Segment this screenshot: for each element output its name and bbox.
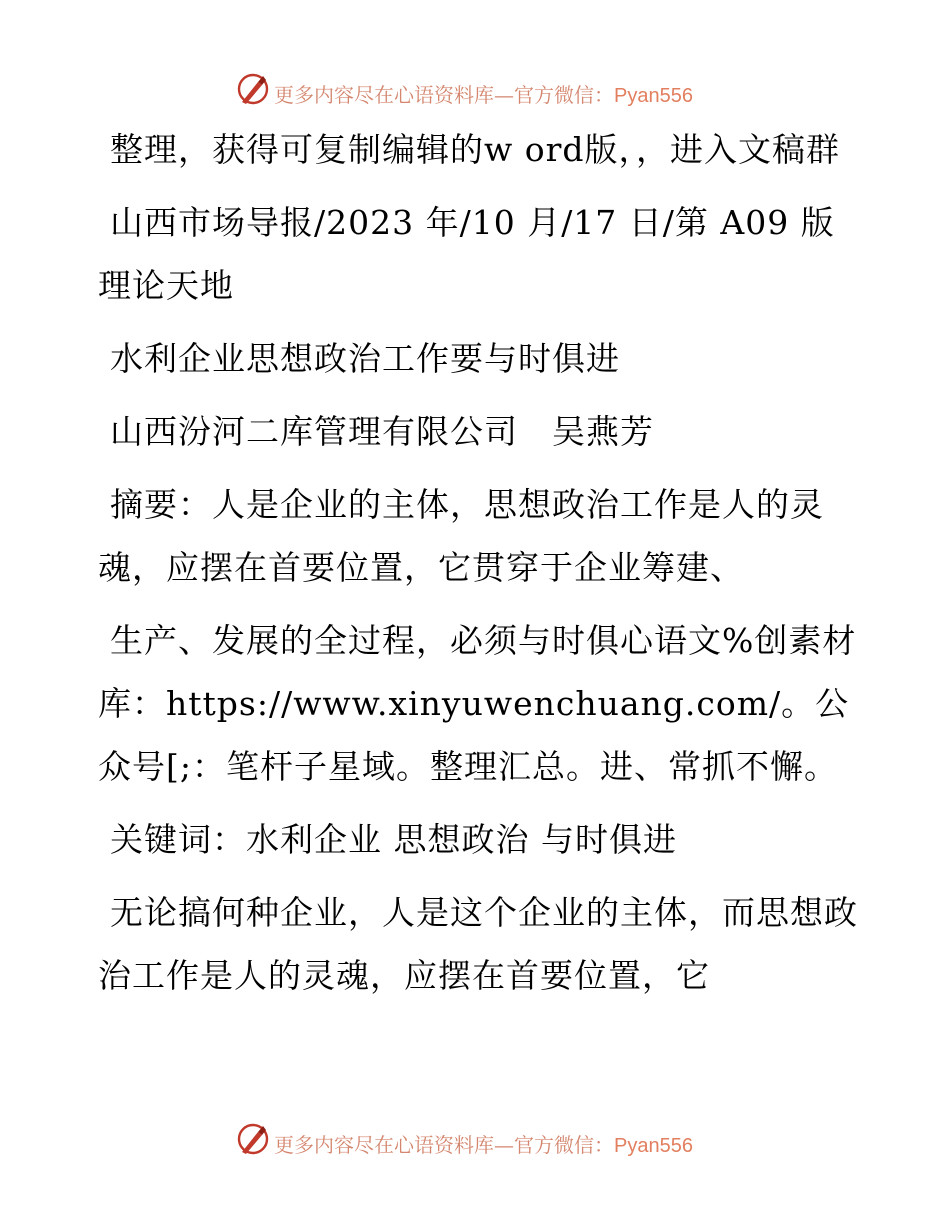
paragraph-body: 无论搞何种企业，人是这个企业的主体，而思想政治工作是人的灵魂，应摆在首要位置，它 (98, 893, 858, 995)
watermark-text: 更多内容尽在心语资料库—官方微信： (274, 83, 614, 107)
pen-logo-icon (236, 72, 270, 106)
article-title: 水利企业思想政治工作要与时俱进 (110, 339, 620, 378)
watermark-wechat-id: Pyan556 (614, 85, 693, 107)
watermark-text: 更多内容尽在心语资料库—官方微信： (274, 1133, 614, 1157)
paragraph-source: 山西市场导报/2023 年/10 月/17 日/第 A09 版理论天地 (98, 203, 835, 305)
paragraph-abstract-cont: 生产、发展的全过程，必须与时俱心语文%创素材库：https://www.xinyuwenchuang.com/。公众号[;：笔杆子星域。整理汇总。进、常抓不懈。 (98, 621, 857, 786)
paragraph-abstract: 摘要：人是企业的主体，思想政治工作是人的灵魂，应摆在首要位置，它贯穿于企业筹建、 (98, 485, 824, 587)
watermark-banner-bottom (0, 1120, 950, 1160)
paragraph-keywords: 关键词：水利企业 思想政治 与时俱进 (110, 820, 677, 859)
article-author: 山西汾河二库管理有限公司 吴燕芳 (110, 412, 654, 451)
document-body (98, 118, 858, 1017)
pen-logo-icon (236, 1122, 270, 1156)
paragraph-intro: 整理，获得可复制编辑的w ord版，，进入文稿群 (110, 130, 841, 169)
watermark-wechat-id: Pyan556 (614, 1135, 693, 1157)
watermark-banner-top (0, 70, 950, 110)
